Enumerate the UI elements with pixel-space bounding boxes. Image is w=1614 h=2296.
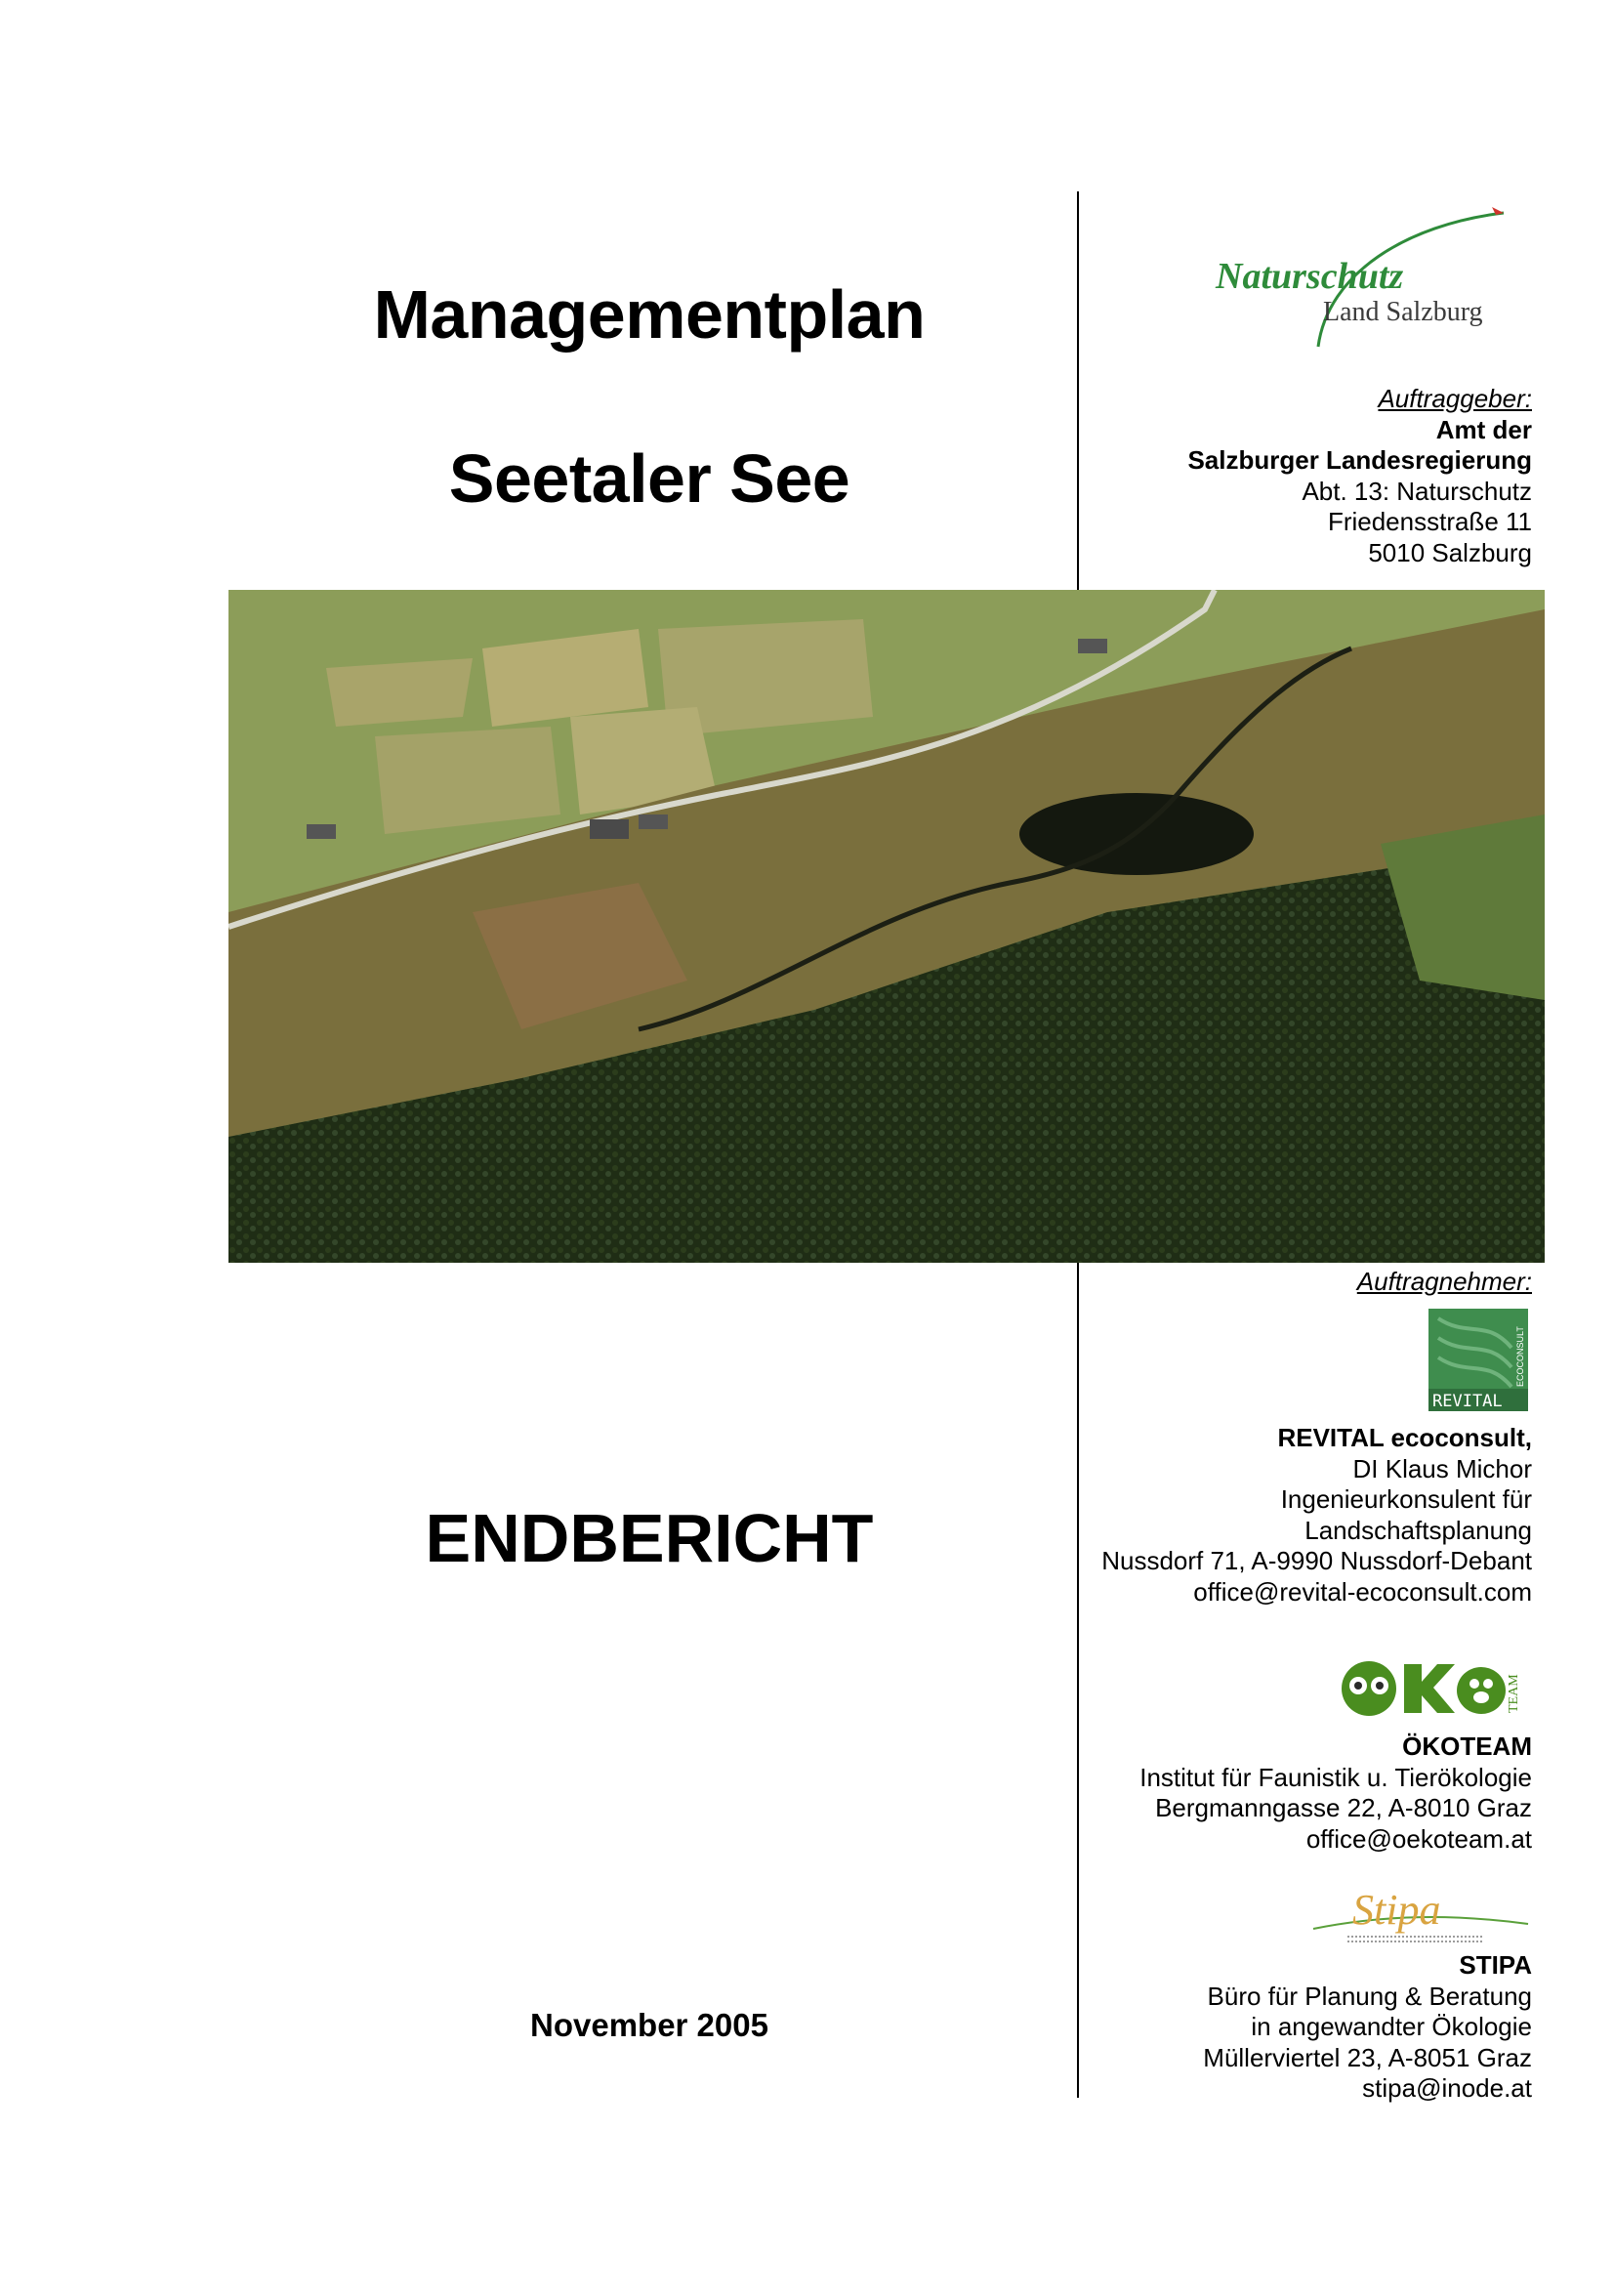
client-org-line2: Salzburger Landesregierung — [1187, 445, 1532, 475]
stipa-name: STIPA — [1459, 1950, 1532, 1980]
oekoteam-email: office@oekoteam.at — [1305, 1823, 1532, 1854]
stipa-email: stipa@inode.at — [1362, 2073, 1532, 2103]
title-seetaler-see: Seetaler See — [448, 440, 850, 517]
stipa-logo-text: Stipa — [1352, 1886, 1441, 1934]
revital-address-block — [1101, 1423, 1532, 1607]
naturschutz-logo-text: Naturschutz — [1216, 256, 1404, 297]
title-managementplan: Managementplan — [373, 276, 926, 353]
divider-line-top — [1077, 191, 1079, 590]
revital-logo-side-text: ECOCONSULT — [1515, 1326, 1525, 1387]
naturschutz-land-salzburg-logo — [1211, 205, 1523, 352]
stipa-address: Müllerviertel 23, A-8051 Graz — [1203, 2042, 1532, 2072]
stipa-desc1: Büro für Planung & Beratung — [1207, 1981, 1532, 2011]
aerial-photo-seetaler-see — [228, 590, 1545, 1263]
oekoteam-address: Bergmanngasse 22, A-8010 Graz — [1155, 1793, 1532, 1822]
client-city: 5010 Salzburg — [1368, 537, 1532, 567]
revital-title2: Landschaftsplanung — [1304, 1515, 1532, 1545]
revital-title1: Ingenieurkonsulent für — [1280, 1484, 1532, 1514]
oekoteam-name: ÖKOTEAM — [1402, 1732, 1532, 1761]
oekoteam-desc: Institut für Faunistik u. Tierökologie — [1139, 1762, 1532, 1792]
stipa-address-block — [1203, 1950, 1532, 2105]
report-date: November 2005 — [530, 2007, 768, 2043]
stipa-desc2: in angewandter Ökologie — [1251, 2012, 1532, 2041]
land-salzburg-logo-text: Land Salzburg — [1323, 297, 1483, 327]
client-address-block — [1187, 384, 1532, 568]
contractor-label-block — [1357, 1267, 1532, 1298]
revital-logo-text: REVITAL — [1432, 1392, 1503, 1411]
client-org-line1: Amt der — [1435, 414, 1532, 444]
revital-email: office@revital-ecoconsult.com — [1193, 1576, 1532, 1607]
report-type-heading: ENDBERICHT — [425, 1500, 874, 1576]
oekoteam-logo-side-text: TEAM — [1507, 1674, 1521, 1713]
contractor-label: Auftragnehmer: — [1356, 1267, 1532, 1296]
divider-line-bottom — [1077, 1263, 1079, 2098]
revital-ecoconsult-logo — [1428, 1309, 1528, 1411]
revital-person: DI Klaus Michor — [1352, 1453, 1532, 1483]
stipa-logo — [1308, 1880, 1533, 1948]
revital-address: Nussdorf 71, A-9990 Nussdorf-Debant — [1101, 1546, 1532, 1575]
client-label: Auftraggeber: — [1378, 384, 1532, 413]
oekoteam-address-block — [1139, 1732, 1532, 1855]
client-street: Friedensstraße 11 — [1327, 507, 1532, 536]
client-department: Abt. 13: Naturschutz — [1302, 476, 1532, 506]
oekoteam-logo — [1340, 1658, 1525, 1719]
revital-name: REVITAL ecoconsult, — [1277, 1423, 1532, 1452]
